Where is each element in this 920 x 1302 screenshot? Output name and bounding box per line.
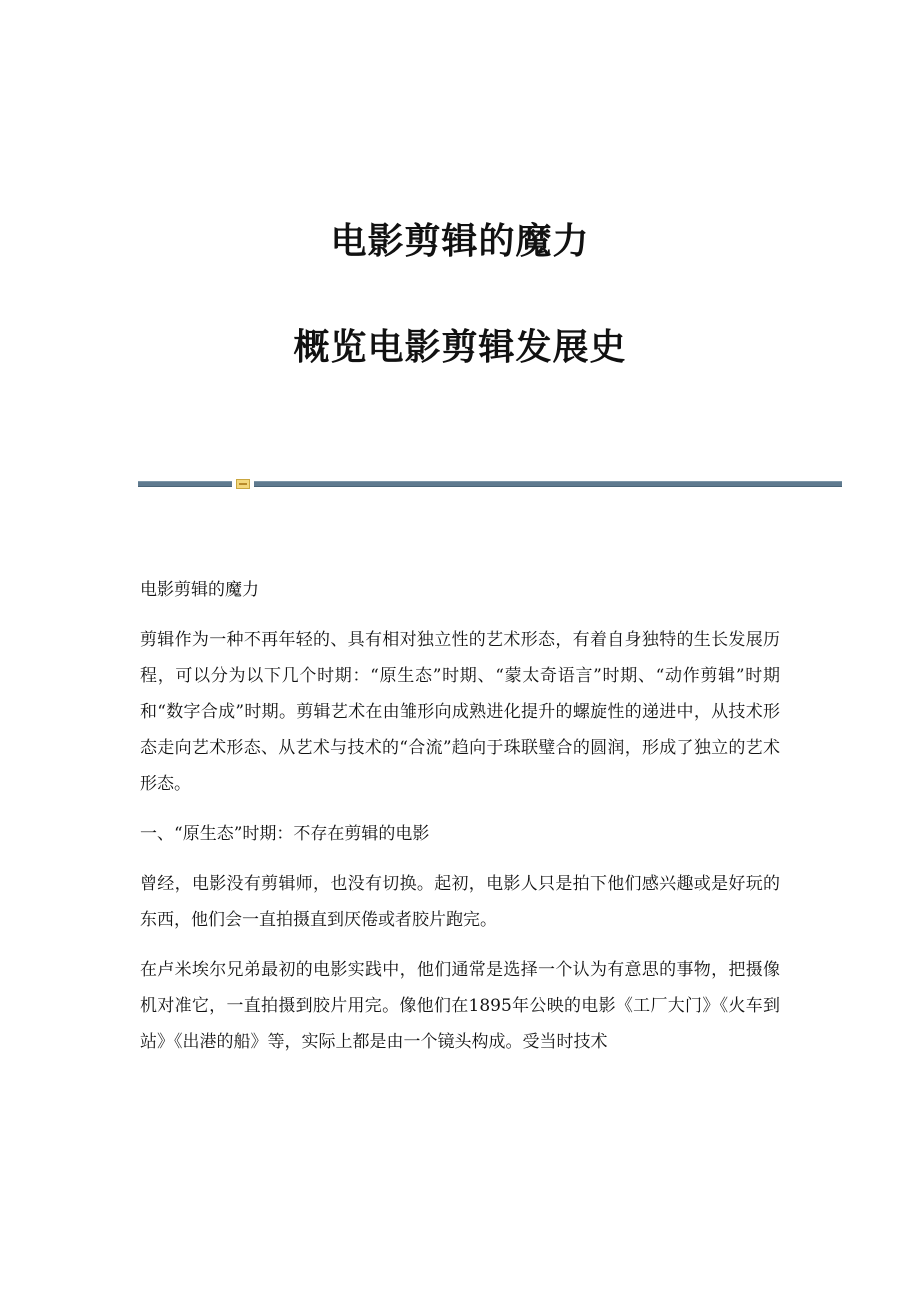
section-label: 电影剪辑的魔力 (140, 580, 259, 600)
divider-bar-left (138, 481, 232, 487)
document-title: 电影剪辑的魔力 (330, 221, 590, 262)
body-paragraph: 曾经，电影没有剪辑师，也没有切换。起初，电影人只是拍下他们感兴趣或是好玩的东西，他们会一直拍摄直到厌倦或者胶片跑完。 (140, 874, 780, 930)
document-body (140, 572, 780, 1074)
divider-bar-right (254, 481, 842, 487)
section-heading: 一、“原生态”时期：不存在剪辑的电影 (140, 824, 430, 844)
title-divider (138, 478, 842, 490)
body-paragraph: 剪辑作为一种不再年轻的、具有相对独立性的艺术形态，有着自身独特的生长发展历程，可以分为以下几个时期：“原生态”时期、“蒙太奇语言”时期、“动作剪辑”时期和“数字合成”时期。剪辑艺术在由雏形向成熟进化提升的螺旋性的递进中，从技术形态走向艺术形态、从艺术与技术的“合流”趋向于珠联璧合的圆润，形成了独立的艺术形态。 (140, 630, 780, 794)
divider-ornament-icon (236, 479, 250, 489)
body-paragraph: 在卢米埃尔兄弟最初的电影实践中，他们通常是选择一个认为有意思的事物，把摄像机对准它，一直拍摄到胶片用完。像他们在1895年公映的电影《工厂大门》《火车到站》《出港的船》等，实际上都是由一个镜头构成。受当时技术 (140, 960, 780, 1052)
document-subtitle: 概览电影剪辑发展史 (293, 327, 627, 368)
